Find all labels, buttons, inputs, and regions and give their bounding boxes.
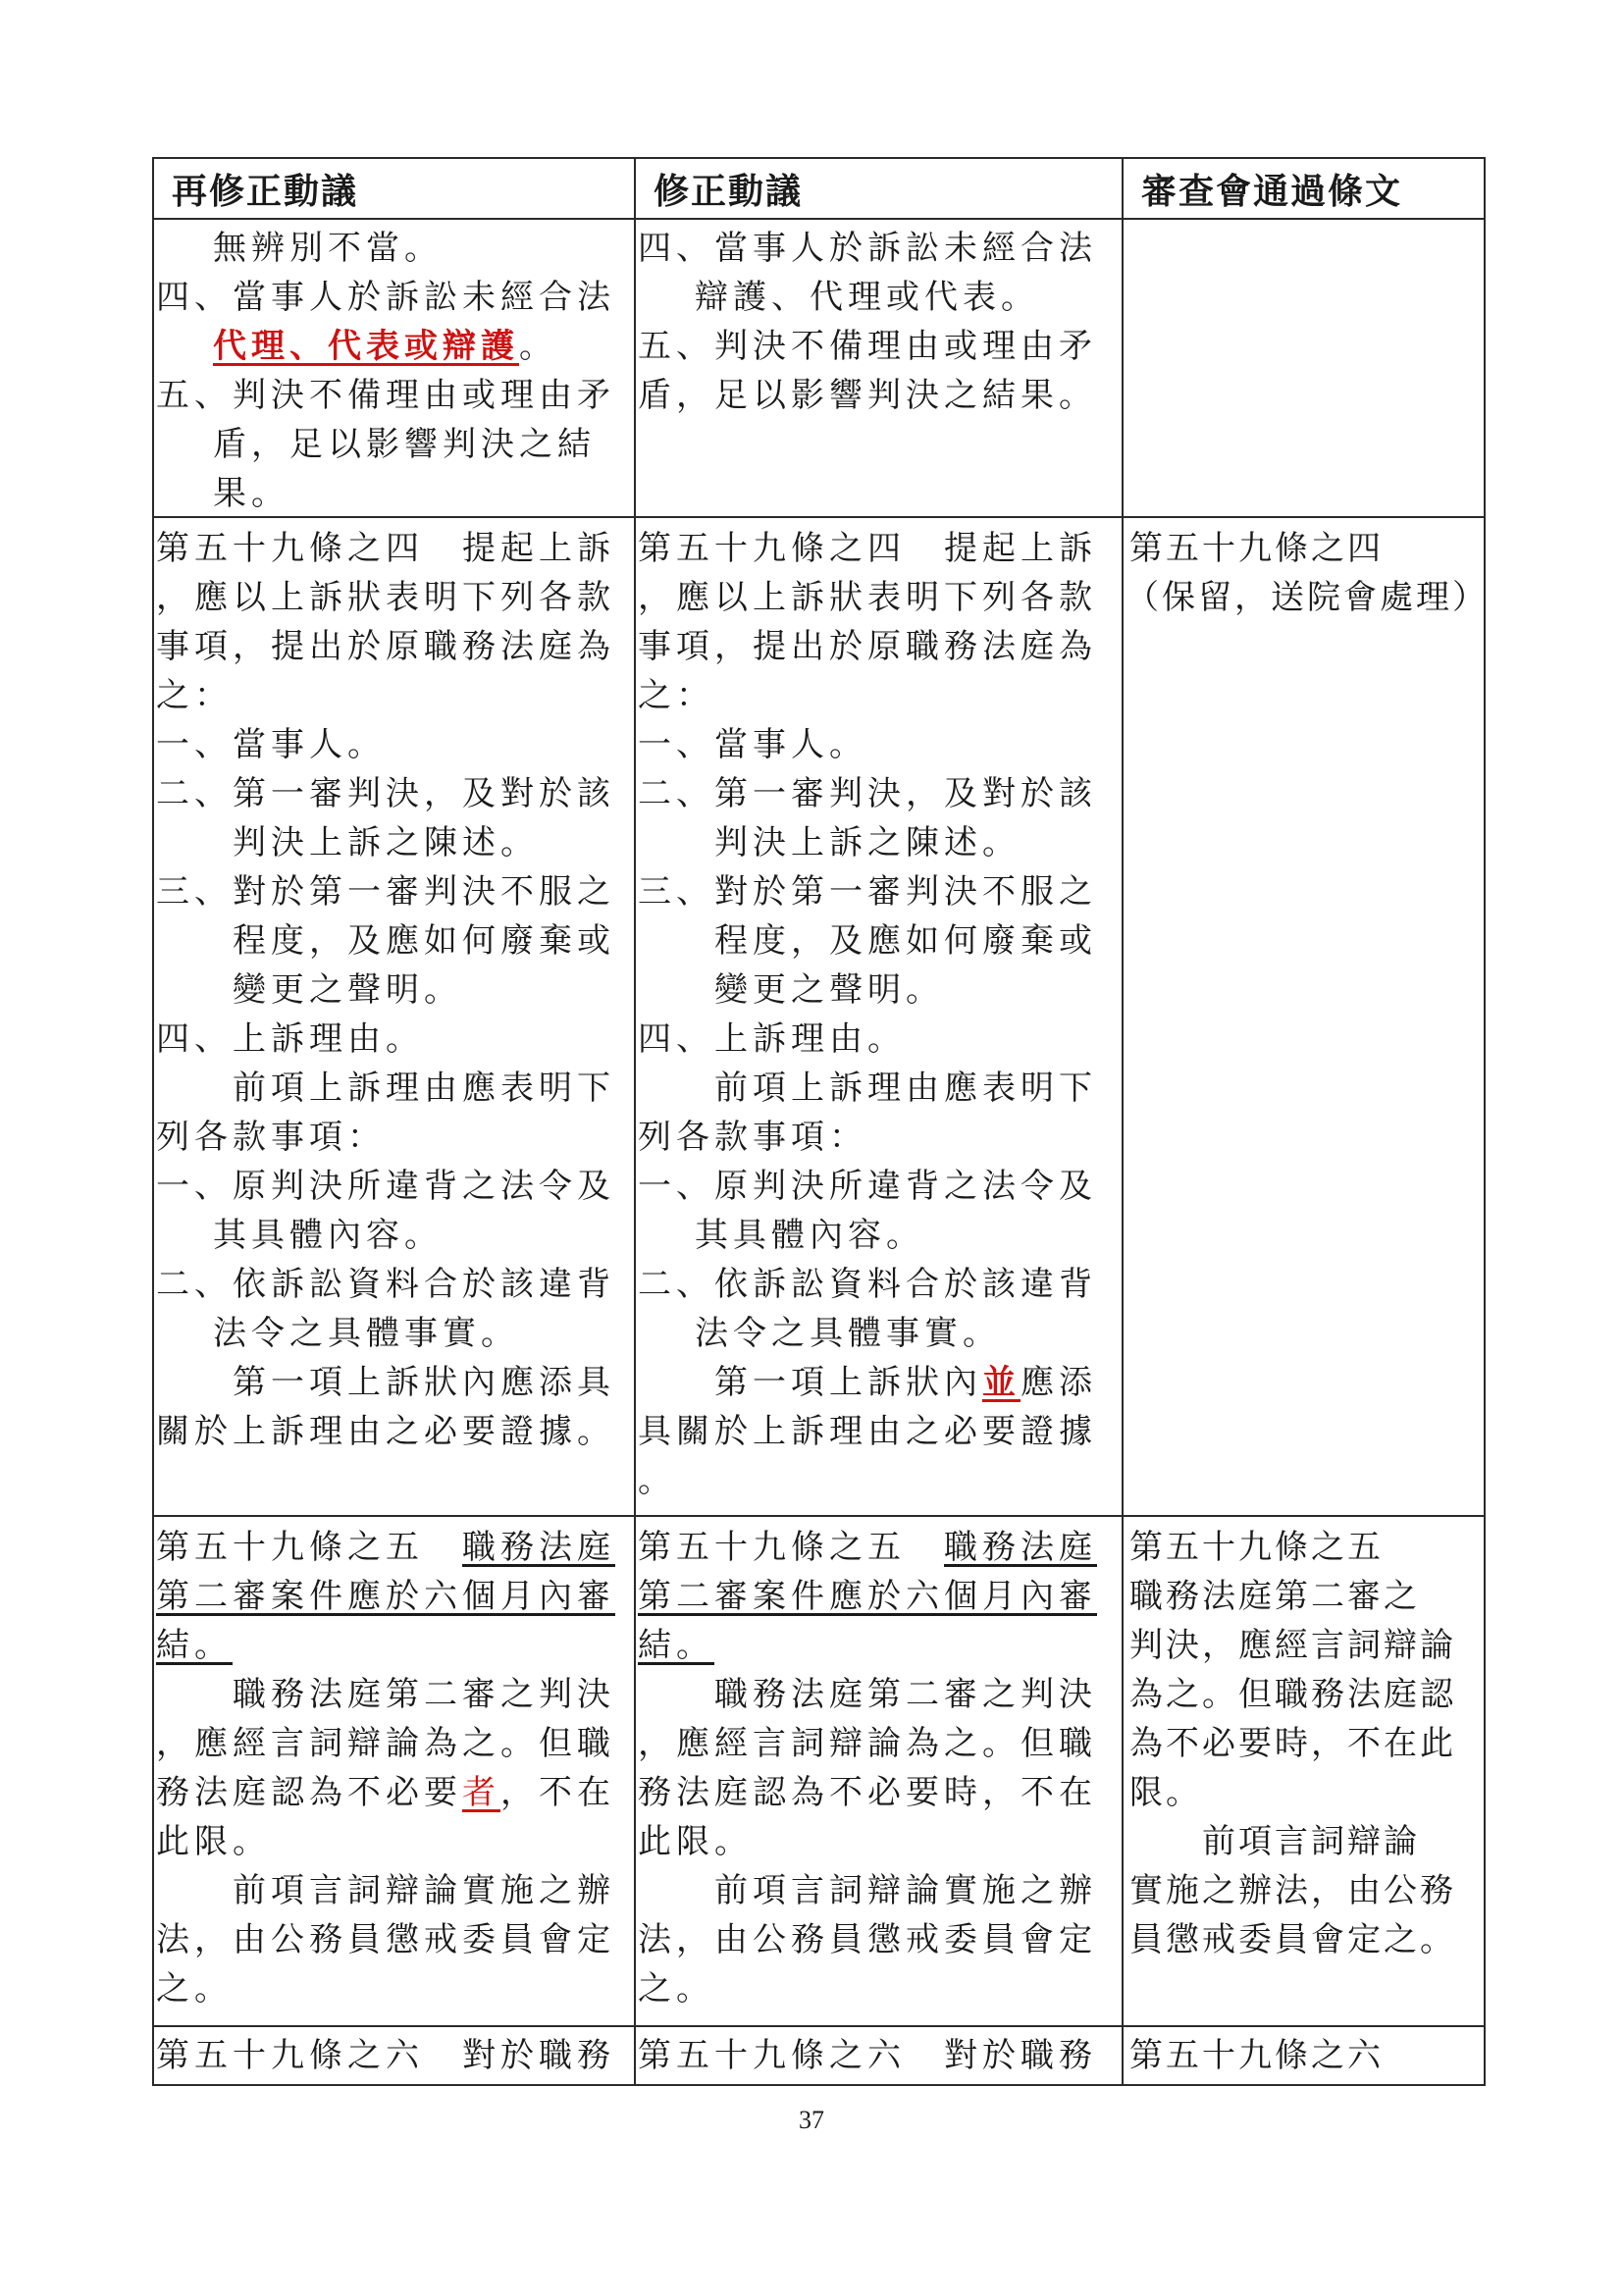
text-line: 三、對於第一審判決不服之: [638, 872, 1097, 912]
amended-text: 者: [462, 1773, 500, 1812]
text-line: 之。: [156, 1969, 233, 2009]
text-line: 辯護、代理或代表。: [695, 278, 1039, 317]
text-line: 果。: [213, 474, 289, 513]
text-line: 判決上訴之陳述。: [714, 823, 1021, 862]
text-line: 四、當事人於訴訟未經合法: [638, 229, 1097, 268]
amended-text: 並: [982, 1363, 1021, 1402]
header-label: 修正動議: [654, 171, 804, 212]
text-line: [213, 322, 557, 371]
text-line: 一、原判決所違背之法令及: [156, 1167, 615, 1206]
text-line: 職務法庭第二審之判決: [233, 1675, 615, 1714]
text-line: 列各款事項：: [638, 1118, 867, 1157]
text-fragment: 第五十九條之五: [156, 1528, 462, 1567]
text-line: 第二審案件應於六個月內審: [156, 1577, 615, 1616]
text-line: 第五十九條之六: [1129, 2036, 1384, 2075]
text-line: 二、依訴訟資料合於該違背: [638, 1265, 1097, 1304]
text-line: 第五十九條之六 對於職務: [638, 2036, 1097, 2075]
text-line: 其具體內容。: [213, 1216, 443, 1255]
text-line: 具關於上訴理由之必要證據: [638, 1412, 1097, 1451]
text-line: 前項言詞辯論實施之辦: [233, 1871, 615, 1910]
underlined-text: 職務法庭: [944, 1528, 1097, 1567]
text-line: 五、判決不備理由或理由矛: [638, 327, 1097, 366]
text-fragment: 。: [519, 327, 557, 366]
text-line: 四、當事人於訴訟未經合法: [156, 278, 615, 317]
text-line: 務法庭認為不必要時，不在: [638, 1773, 1097, 1812]
text-line: 為不必要時，不在此: [1129, 1724, 1456, 1763]
text-line: 之。: [638, 1969, 714, 2009]
text-line: 一、原判決所違背之法令及: [638, 1167, 1097, 1206]
text-line: 法，由公務員懲戒委員會定: [638, 1920, 1097, 1959]
text-line: 一、當事人。: [638, 725, 867, 764]
table-row: [153, 517, 1485, 1516]
text-line: 無辨別不當。: [213, 229, 443, 268]
header-label: 再修正動議: [172, 171, 359, 212]
text-line: 第五十九條之五: [1129, 1528, 1384, 1567]
text-line: 。: [638, 1461, 676, 1500]
text-line: 變更之聲明。: [714, 970, 944, 1010]
text-fragment: 應添: [1021, 1363, 1097, 1402]
text-line: 前項上訴理由應表明下: [714, 1069, 1097, 1108]
header-cell: [153, 158, 635, 219]
text-line: 五、判決不備理由或理由矛: [156, 376, 615, 415]
table-cell: [153, 517, 635, 1516]
table-row: [153, 2026, 1485, 2085]
text-line: 判決上訴之陳述。: [233, 823, 539, 862]
text-line: 結。: [638, 1626, 714, 1665]
text-line: 第五十九條之四 提起上訴: [156, 529, 615, 568]
text-line: 其具體內容。: [695, 1216, 924, 1255]
text-line: 一、當事人。: [156, 725, 386, 764]
text-line: 此限。: [156, 1822, 271, 1861]
underlined-text: 職務法庭: [462, 1528, 615, 1567]
text-line: 判決，應經言詞辯論: [1129, 1626, 1456, 1665]
table-cell: [153, 219, 635, 517]
text-line: 第五十九條之六 對於職務: [156, 2036, 615, 2075]
table-cell: [1123, 1516, 1485, 2026]
text-line: 三、對於第一審判決不服之: [156, 872, 615, 912]
text-line: [156, 1768, 615, 1817]
text-fragment: ，不在: [500, 1773, 615, 1812]
text-line: 二、依訴訟資料合於該違背: [156, 1265, 615, 1304]
text-line: 法令之具體事實。: [695, 1314, 1001, 1353]
text-line: 法令之具體事實。: [213, 1314, 519, 1353]
text-line: 職務法庭第二審之: [1129, 1577, 1420, 1616]
table-cell: [153, 1516, 635, 2026]
text-line: 列各款事項：: [156, 1118, 386, 1157]
amended-text: 代理、代表或辯護: [213, 327, 519, 366]
header-label: 審查會通過條文: [1141, 171, 1403, 212]
table-cell: [1123, 517, 1489, 1516]
text-fragment: 第五十九條之五: [638, 1528, 944, 1567]
text-line: 職務法庭第二審之判決: [714, 1675, 1097, 1714]
text-line: 之：: [638, 676, 714, 715]
text-line: 實施之辦法，由公務: [1129, 1871, 1456, 1910]
table-cell: [1123, 2026, 1485, 2085]
text-line: 結。: [156, 1626, 233, 1665]
text-line: 為之。但職務法庭認: [1129, 1675, 1456, 1714]
table-cell: [153, 2026, 635, 2085]
text-line: ，應經言詞辯論為之。但職: [638, 1724, 1097, 1763]
text-line: 程度，及應如何廢棄或: [714, 921, 1097, 961]
text-line: 關於上訴理由之必要證據。: [156, 1412, 615, 1451]
text-line: 員懲戒委員會定之。: [1129, 1920, 1456, 1959]
text-line: 前項上訴理由應表明下: [233, 1069, 615, 1108]
text-line: ，應經言詞辯論為之。但職: [156, 1724, 615, 1763]
header-cell: [1123, 158, 1485, 219]
text-line: 此限。: [638, 1822, 753, 1861]
text-line: （保留，送院會處理）: [1126, 578, 1489, 617]
text-line: 第五十九條之四 提起上訴: [638, 529, 1097, 568]
text-line: [638, 1523, 1097, 1572]
table-cell: [635, 2026, 1123, 2085]
text-line: [156, 1523, 615, 1572]
table-row: [153, 1516, 1485, 2026]
text-line: 二、第一審判決，及對於該: [156, 774, 615, 813]
text-line: 限。: [1129, 1773, 1202, 1812]
text-line: 變更之聲明。: [233, 970, 462, 1010]
text-line: 前項言詞辯論實施之辦: [714, 1871, 1097, 1910]
text-line: 二、第一審判決，及對於該: [638, 774, 1097, 813]
header-cell: [635, 158, 1123, 219]
text-line: ，應以上訴狀表明下列各款: [638, 578, 1097, 617]
text-line: 事項，提出於原職務法庭為: [638, 627, 1097, 666]
text-line: [714, 1358, 1097, 1407]
text-line: 四、上訴理由。: [156, 1019, 424, 1059]
text-fragment: 第一項上訴狀內: [714, 1363, 982, 1402]
table-cell: [1123, 219, 1485, 517]
text-line: 第一項上訴狀內應添具: [233, 1363, 615, 1402]
text-line: 事項，提出於原職務法庭為: [156, 627, 615, 666]
text-line: ，應以上訴狀表明下列各款: [156, 578, 615, 617]
text-line: 第二審案件應於六個月內審: [638, 1577, 1097, 1616]
text-line: 法，由公務員懲戒委員會定: [156, 1920, 615, 1959]
text-line: 程度，及應如何廢棄或: [233, 921, 615, 961]
text-line: 四、上訴理由。: [638, 1019, 906, 1059]
text-line: 盾，足以影響判決之結果。: [638, 376, 1097, 415]
text-line: 前項言詞辯論: [1202, 1822, 1420, 1861]
comparison-table: [152, 157, 1489, 2086]
text-line: 第五十九條之四: [1129, 529, 1384, 568]
table-cell: [635, 517, 1123, 1516]
text-line: 之：: [156, 676, 233, 715]
text-line: 盾，足以影響判決之結: [213, 425, 596, 464]
table-row: [153, 219, 1485, 517]
table-cell: [635, 219, 1123, 517]
page-number: 37: [799, 2106, 824, 2134]
table-cell: [635, 1516, 1123, 2026]
text-fragment: 務法庭認為不必要: [156, 1773, 462, 1812]
header-row: [153, 158, 1485, 219]
